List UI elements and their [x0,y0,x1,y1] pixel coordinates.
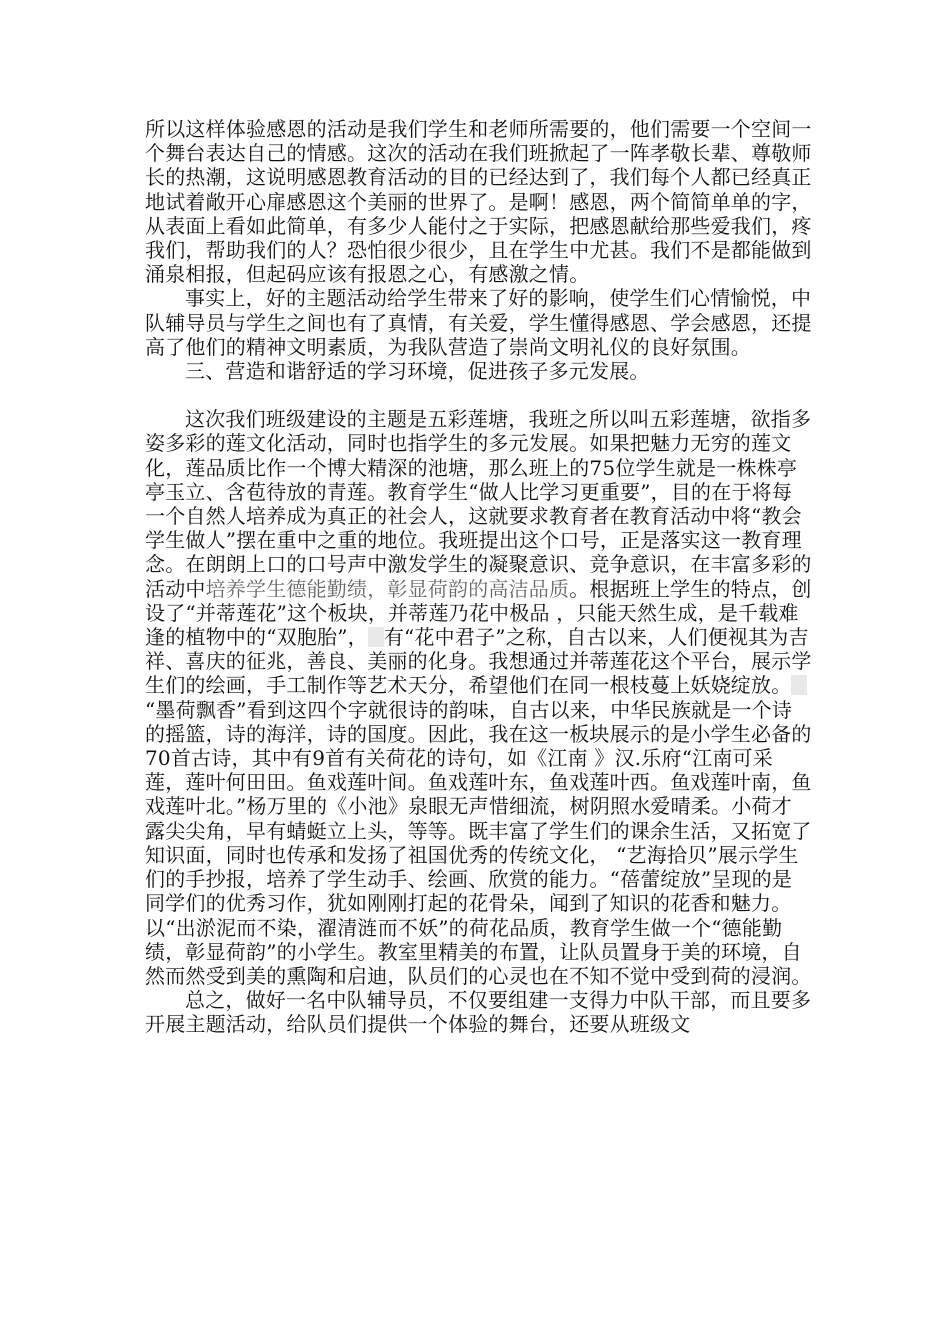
lotus-text-part-2: 。根据班上学生的特点，创设了“并蒂莲花”这个板块，并蒂莲乃花中极品 ，只能天然生成，是千载难逢的植物中的“双胞胎”， [145,576,812,650]
document-page [145,117,812,1037]
paragraph-theme-activity-effect: 事实上，好的主题活动给学生带来了好的影响，使学生们心情愉悦，中队辅导员与学生之间也有了真情，有关爱，学生懂得感恩、学会感恩，还提高了他们的精神文明素质，为我队营造了崇尚文明礼仪的良好氛围。 [145,286,812,359]
shaded-mark [368,627,384,647]
paragraph-conclusion: 总之，做好一名中队辅导员，不仅要组建一支得力中队干部，而且要多开展主题活动，给队员们提供一个体验的舞台，还要从班级文 [145,988,812,1037]
shaded-mark [791,675,807,695]
lotus-text-part-1: 这次我们班级建设的主题是五彩莲塘，我班之所以叫五彩莲塘，欲指多姿多彩的莲文化活动，同时也指学生的多元发展。如果把魅力无穷的莲文化，莲品质比作一个博大精深的池塘，那么班上的75位学生就是一株株亭亭玉立、含苞待放的青莲。教育学生“做人比学习更重要”，目的在于将每一个自然人培养成为真正的社会人，这就要求教育者在教育活动中将“教会学生做人”摆在重中之重的地位。我班提出这个口号，正是落实这一教育理念。在朗朗上口的口号声中激发学生的凝聚意识、竞争意识，在丰富多彩的活动中 [145,407,812,601]
paragraph-gratitude-reflection: 所以这样体验感恩的活动是我们学生和老师所需要的，他们需要一个空间一个舞台表达自己的情感。这次的活动在我们班掀起了一阵孝敬长辈、尊敬师长的热潮，这说明感恩教育活动的目的已经达到了，我们每个人都已经真正地试着敞开心扉感恩这个美丽的世界了。是啊！感恩，两个简简单单的字，从表面上看如此简单，有多少人能付之于实际，把感恩献给那些爱我们，疼我们，帮助我们的人？恐怕很少很少，且在学生中尤甚。我们不是都能做到涌泉相报，但起码应该有报恩之心，有感激之情。 [145,117,812,287]
paragraph-lotus-pond-theme [145,407,812,988]
lotus-text-part-4: “墨荷飘香”看到这四个字就很诗的韵味，自古以来，中华民族就是一个诗的摇篮，诗的海洋，诗的国度。因此，我在这一板块展示的是小学生必备的70首古诗，其中有9首有关荷花的诗句，如《江南 》汉.乐府“江南可采莲，莲叶何田田。鱼戏莲叶间。鱼戏莲叶东，鱼戏莲叶西。鱼戏莲叶南，鱼戏莲叶北。”杨万里的《小池》泉眼无声惜细流，树阴照水爱晴柔。小荷才露尖尖角，早有蜻蜓立上头，等等。既丰富了学生们的课余生活，又拓宽了知识面，同时也传承和发扬了祖国优秀的传统文化， “艺海拾贝”展示学生们的手抄报，培养了学生动手、绘画、欣赏的能力。“蓓蕾绽放”呈现的是同学们的优秀习作，犹如刚刚打起的花骨朵，闻到了知识的花香和魅力。以“出淤泥而不染，濯清涟而不妖”的荷花品质，教育学生做一个“德能勤绩，彰显荷韵”的小学生。教室里精美的布置，让队员置身于美的环境，自然而然受到美的熏陶和启迪，队员们的心灵也在不知不觉中受到荷的浸润。 [145,697,812,988]
highlighted-quality-text: 培养学生德能勤绩，彰显荷韵的高洁品质 [205,576,570,601]
lotus-text-part-3: 有“花中君子”之称，自古以来，人们便视其为吉祥、喜庆的征兆，善良、美丽的化身。我想通过并蒂莲花这个平台，展示学生们的绘画，手工制作等艺术天分，希望他们在同一根枝蔓上妖娆绽放。 [145,625,812,698]
section-heading-three: 三、营造和谐舒适的学习环境，促进孩子多元发展。 [185,359,650,384]
